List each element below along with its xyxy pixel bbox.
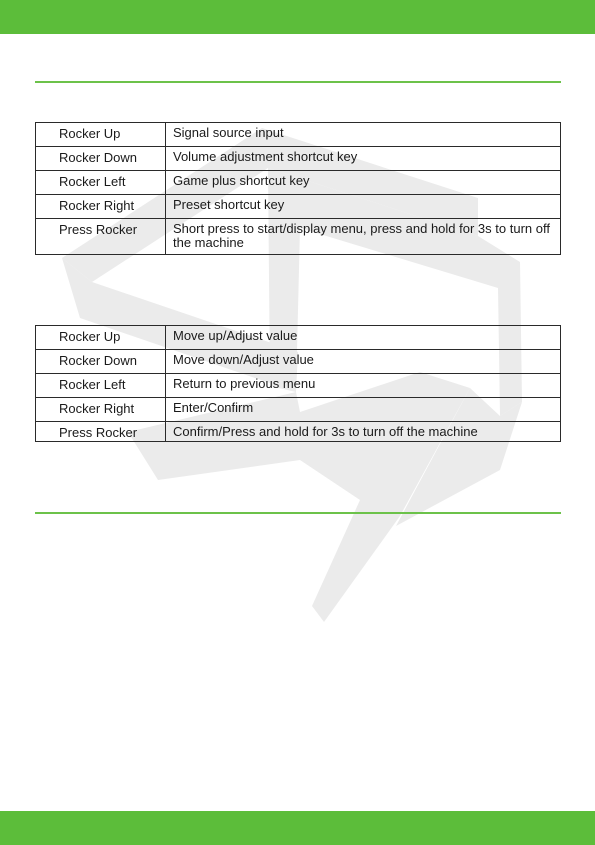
rocker-functions-table <box>35 122 561 255</box>
function-cell: Game plus shortcut key <box>166 171 561 195</box>
key-cell: Rocker Right <box>36 398 166 422</box>
function-cell: Enter/Confirm <box>166 398 561 422</box>
key-cell: Rocker Left <box>36 171 166 195</box>
key-cell: Rocker Left <box>36 374 166 398</box>
function-cell: Return to previous menu <box>166 374 561 398</box>
table-row <box>36 398 561 422</box>
table-row <box>36 123 561 147</box>
section-divider-bottom <box>35 512 561 514</box>
key-cell: Rocker Down <box>36 147 166 171</box>
key-cell: Press Rocker <box>36 219 166 255</box>
table-row <box>36 326 561 350</box>
function-cell: Signal source input <box>166 123 561 147</box>
function-cell: Short press to start/display menu, press and hold for 3s to turn off the machine <box>166 219 561 255</box>
key-cell: Rocker Up <box>36 123 166 147</box>
table-row <box>36 219 561 255</box>
key-cell: Rocker Down <box>36 350 166 374</box>
footer-band <box>0 811 595 845</box>
function-cell: Move up/Adjust value <box>166 326 561 350</box>
function-cell: Volume adjustment shortcut key <box>166 147 561 171</box>
function-cell: Move down/Adjust value <box>166 350 561 374</box>
table-row <box>36 195 561 219</box>
function-cell: Preset shortcut key <box>166 195 561 219</box>
table-row <box>36 374 561 398</box>
table-row <box>36 171 561 195</box>
key-cell: Press Rocker <box>36 422 166 442</box>
table-row <box>36 147 561 171</box>
table-row <box>36 350 561 374</box>
table-row <box>36 422 561 442</box>
menu-navigation-table <box>35 325 561 442</box>
key-cell: Rocker Right <box>36 195 166 219</box>
section-divider-top <box>35 81 561 83</box>
function-cell: Confirm/Press and hold for 3s to turn off the machine <box>166 422 561 442</box>
key-cell: Rocker Up <box>36 326 166 350</box>
